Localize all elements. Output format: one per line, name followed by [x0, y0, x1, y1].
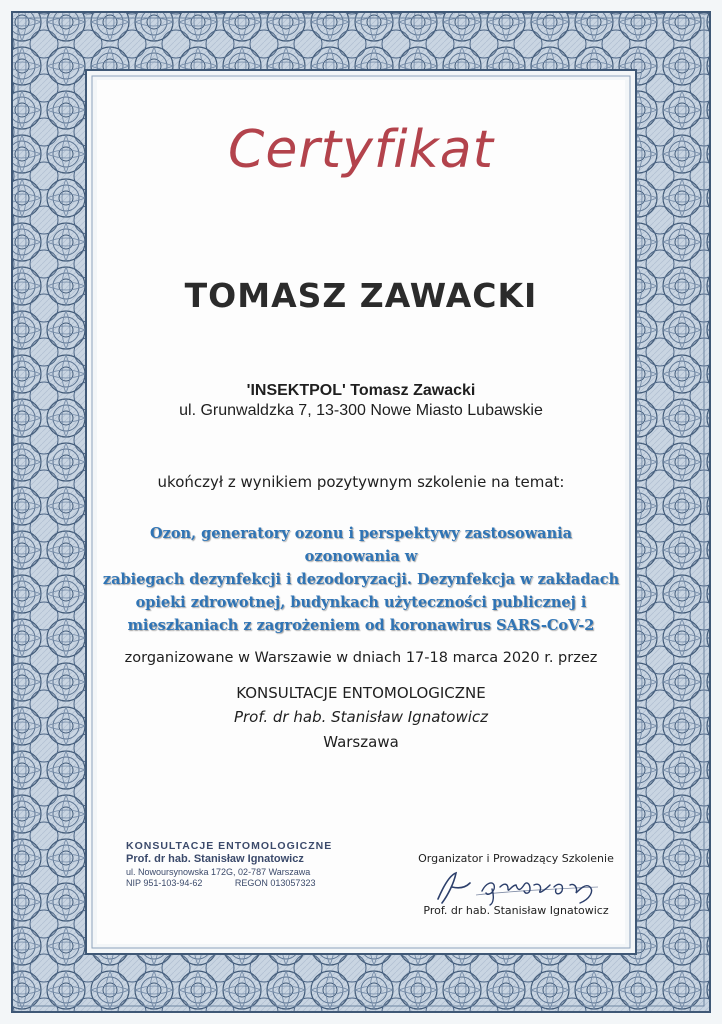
stamp-ids [126, 878, 341, 888]
recipient-name: TOMASZ ZAWACKI [184, 276, 538, 315]
signature-label: Organizator i Prowadzący Szkolenie [418, 852, 614, 865]
stamp-company: KONSULTACJE ENTOMOLOGICZNE [126, 840, 333, 852]
certificate-body-panel [97, 80, 625, 944]
company-name: 'INSEKTPOL' Tomasz Zawacki [246, 382, 476, 399]
completion-statement: ukończył z wynikiem pozytywnym szkolenie na temat: [157, 473, 565, 491]
stamp-nip: NIP 951-103-94-62 [126, 878, 203, 888]
company-stamp [126, 840, 341, 888]
stamp-person: Prof. dr hab. Stanisław Ignatowicz [126, 853, 304, 865]
organizer-person: Prof. dr hab. Stanisław Ignatowicz [233, 708, 489, 726]
organized-statement: zorganizowane w Warszawie w dniach 17-18 marca 2020 r. przez [124, 650, 598, 666]
stamp-address: ul. Nowoursynowska 172G, 02-787 Warszawa [126, 867, 311, 877]
topic-line: zabiegach dezynfekcji i dezodoryzacji. Dezynfekcja w zakładach [102, 571, 620, 588]
organizer-name: KONSULTACJE ENTOMOLOGICZNE [236, 684, 486, 702]
training-topic [100, 522, 622, 637]
company-address: ul. Grunwaldzka 7, 13-300 Nowe Miasto Lubawskie [179, 402, 543, 419]
topic-line: opieki zdrowotnej, budynkach użyteczności publicznej i [135, 594, 587, 611]
organizer-city: Warszawa [323, 733, 399, 751]
signer-name: Prof. dr hab. Stanisław Ignatowicz [423, 904, 609, 917]
handwritten-signature [430, 865, 610, 907]
topic-line: mieszkaniach z zagrożeniem od koronawirus SARS-CoV-2 [127, 617, 595, 634]
stamp-regon: REGON 013057323 [234, 878, 316, 888]
certificate-title: Certyfikat [228, 120, 494, 180]
topic-line: Ozon, generatory ozonu i perspektywy zastosowania ozonowania w [149, 525, 573, 565]
